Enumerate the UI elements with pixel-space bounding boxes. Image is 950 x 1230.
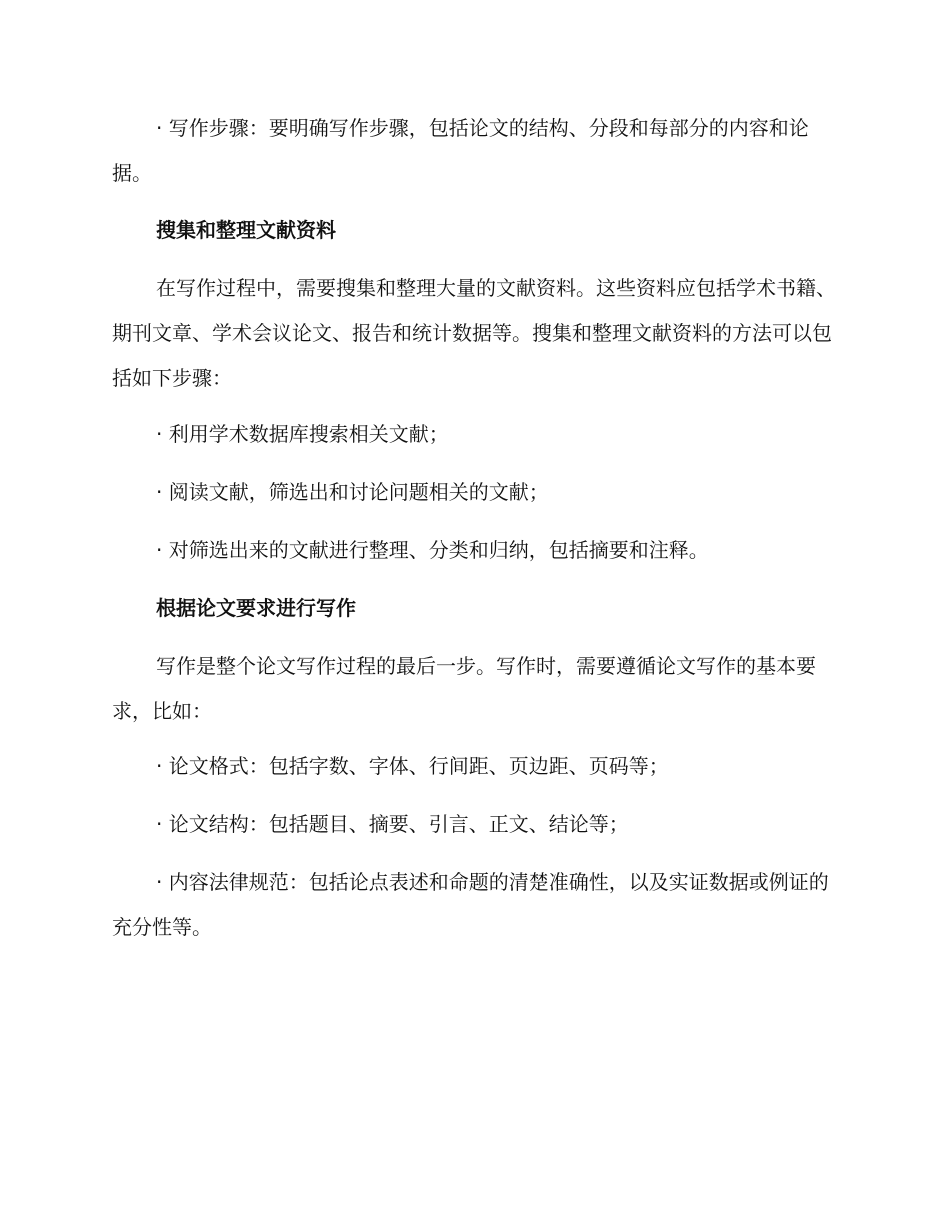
bullet-collect-read: · 阅读文献，筛选出和讨论问题相关的文献； (156, 480, 549, 504)
section-heading-collect-literature: 搜集和整理文献资料 (156, 218, 336, 242)
paragraph-collect-intro: 在写作过程中，需要搜集和整理大量的文献资料。这些资料应包括学术书籍、期刊文章、学术会议论文、报告和统计数据等。搜集和整理文献资料的方法可以包括如下步骤： (112, 276, 836, 390)
bullet-write-content-norms: · 内容法律规范：包括论点表述和命题的清楚准确性，以及实证数据或例证的充分性等。 (112, 870, 829, 939)
bullet-collect-search: · 利用学术数据库搜索相关文献； (156, 422, 449, 446)
bullet-write-structure: · 论文结构：包括题目、摘要、引言、正文、结论等； (156, 812, 629, 836)
paragraph-writing-steps: · 写作步骤：要明确写作步骤，包括论文的结构、分段和每部分的内容和论据。 (112, 116, 809, 185)
bullet-write-format: · 论文格式：包括字数、字体、行间距、页边距、页码等； (156, 754, 669, 778)
paragraph-write-intro: 写作是整个论文写作过程的最后一步。写作时，需要遵循论文写作的基本要求，比如： (112, 654, 816, 723)
bullet-collect-organize: · 对筛选出来的文献进行整理、分类和归纳，包括摘要和注释。 (156, 538, 709, 562)
section-heading-write-paper: 根据论文要求进行写作 (156, 596, 356, 620)
